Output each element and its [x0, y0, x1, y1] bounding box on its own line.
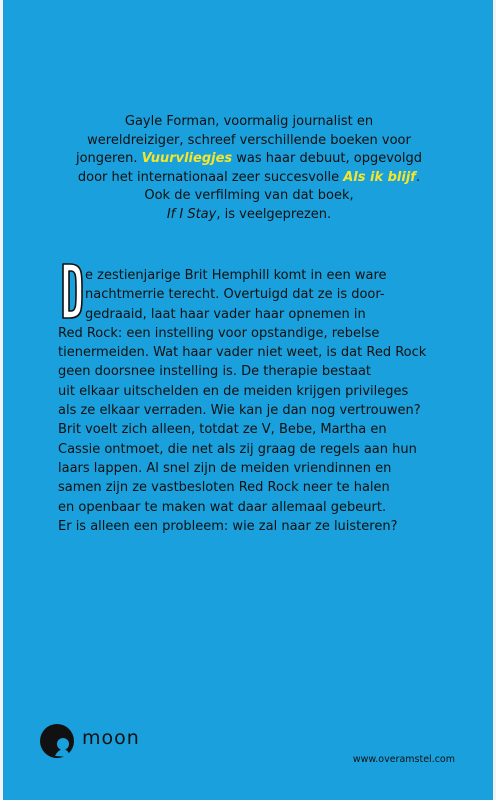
bio-line-2: wereldreiziger, schreef verschillende boeken voor: [87, 132, 411, 148]
blurb-line: Er is alleen een probleem: wie zal naar ze luisteren?: [58, 518, 398, 534]
bio-text: door het internationaal zeer succesvolle: [77, 169, 344, 185]
blurb-line: nachtmerrie terecht. Overtuigd dat ze is door-: [85, 287, 385, 303]
blurb-line: als ze elkaar verraden. Wie kan je dan nog vertrouwen?: [58, 403, 421, 419]
bio-line-5: Ook de verfilming van dat boek,: [144, 188, 354, 203]
film-title-if-i-stay: If I Stay: [166, 206, 217, 222]
blurb-line: e zestienjarige Brit Hemphill komt in een ware: [85, 268, 387, 283]
blurb-line: uit elkaar uitschelden en de meiden krijgen privileges: [58, 383, 409, 399]
book-title-vuurvliegjes: Vuurvliegjes: [141, 151, 233, 166]
blurb-line: geen doorsnee instelling is. De therapie bestaat: [58, 364, 372, 380]
blurb-line: laars lappen. Al snel zijn de meiden vriendinnen en: [58, 460, 392, 476]
bio-line-1: Gayle Forman, voormalig journalist en: [124, 114, 374, 129]
blurb-line: Brit voelt zich alleen, totdat ze V, Bebe, Martha en: [58, 422, 387, 438]
blurb-line: gedraaid, laat haar vader haar opnemen in: [85, 306, 366, 322]
publisher-logo: [39, 723, 159, 759]
blurb-line: tienermeiden. Wat haar vader niet weet, is dat Red Rock: [58, 345, 427, 361]
book-title-als-ik-blijf: Als ik blijf: [343, 169, 416, 185]
bio-text: was haar debuut, opgevolgd: [232, 151, 423, 166]
blurb-line: Red Rock: een instelling voor opstandige, rebelse: [58, 325, 380, 341]
publisher-name: moon: [82, 727, 140, 749]
blurb-line: samen zijn ze vastbesloten Red Rock neer te halen: [58, 480, 390, 496]
bio-line-6: [43, 206, 455, 225]
bio-text: .: [415, 169, 421, 185]
blurb-text: [58, 266, 458, 536]
bio-line-4: [43, 169, 455, 188]
moon-logo-icon: [39, 723, 75, 759]
publisher-website: www.overamstel.com: [352, 754, 455, 765]
bio-text: , is veelgeprezen.: [216, 206, 332, 222]
blurb-line: Cassie ontmoet, die net als zij graag de regels aan hun: [58, 441, 417, 457]
book-back-cover: [3, 0, 493, 800]
author-bio: [43, 113, 455, 224]
blurb-line: en openbaar te maken wat daar allemaal gebeurt.: [58, 499, 387, 515]
bio-line-3: [43, 150, 455, 169]
bio-text: jongeren.: [75, 151, 142, 166]
